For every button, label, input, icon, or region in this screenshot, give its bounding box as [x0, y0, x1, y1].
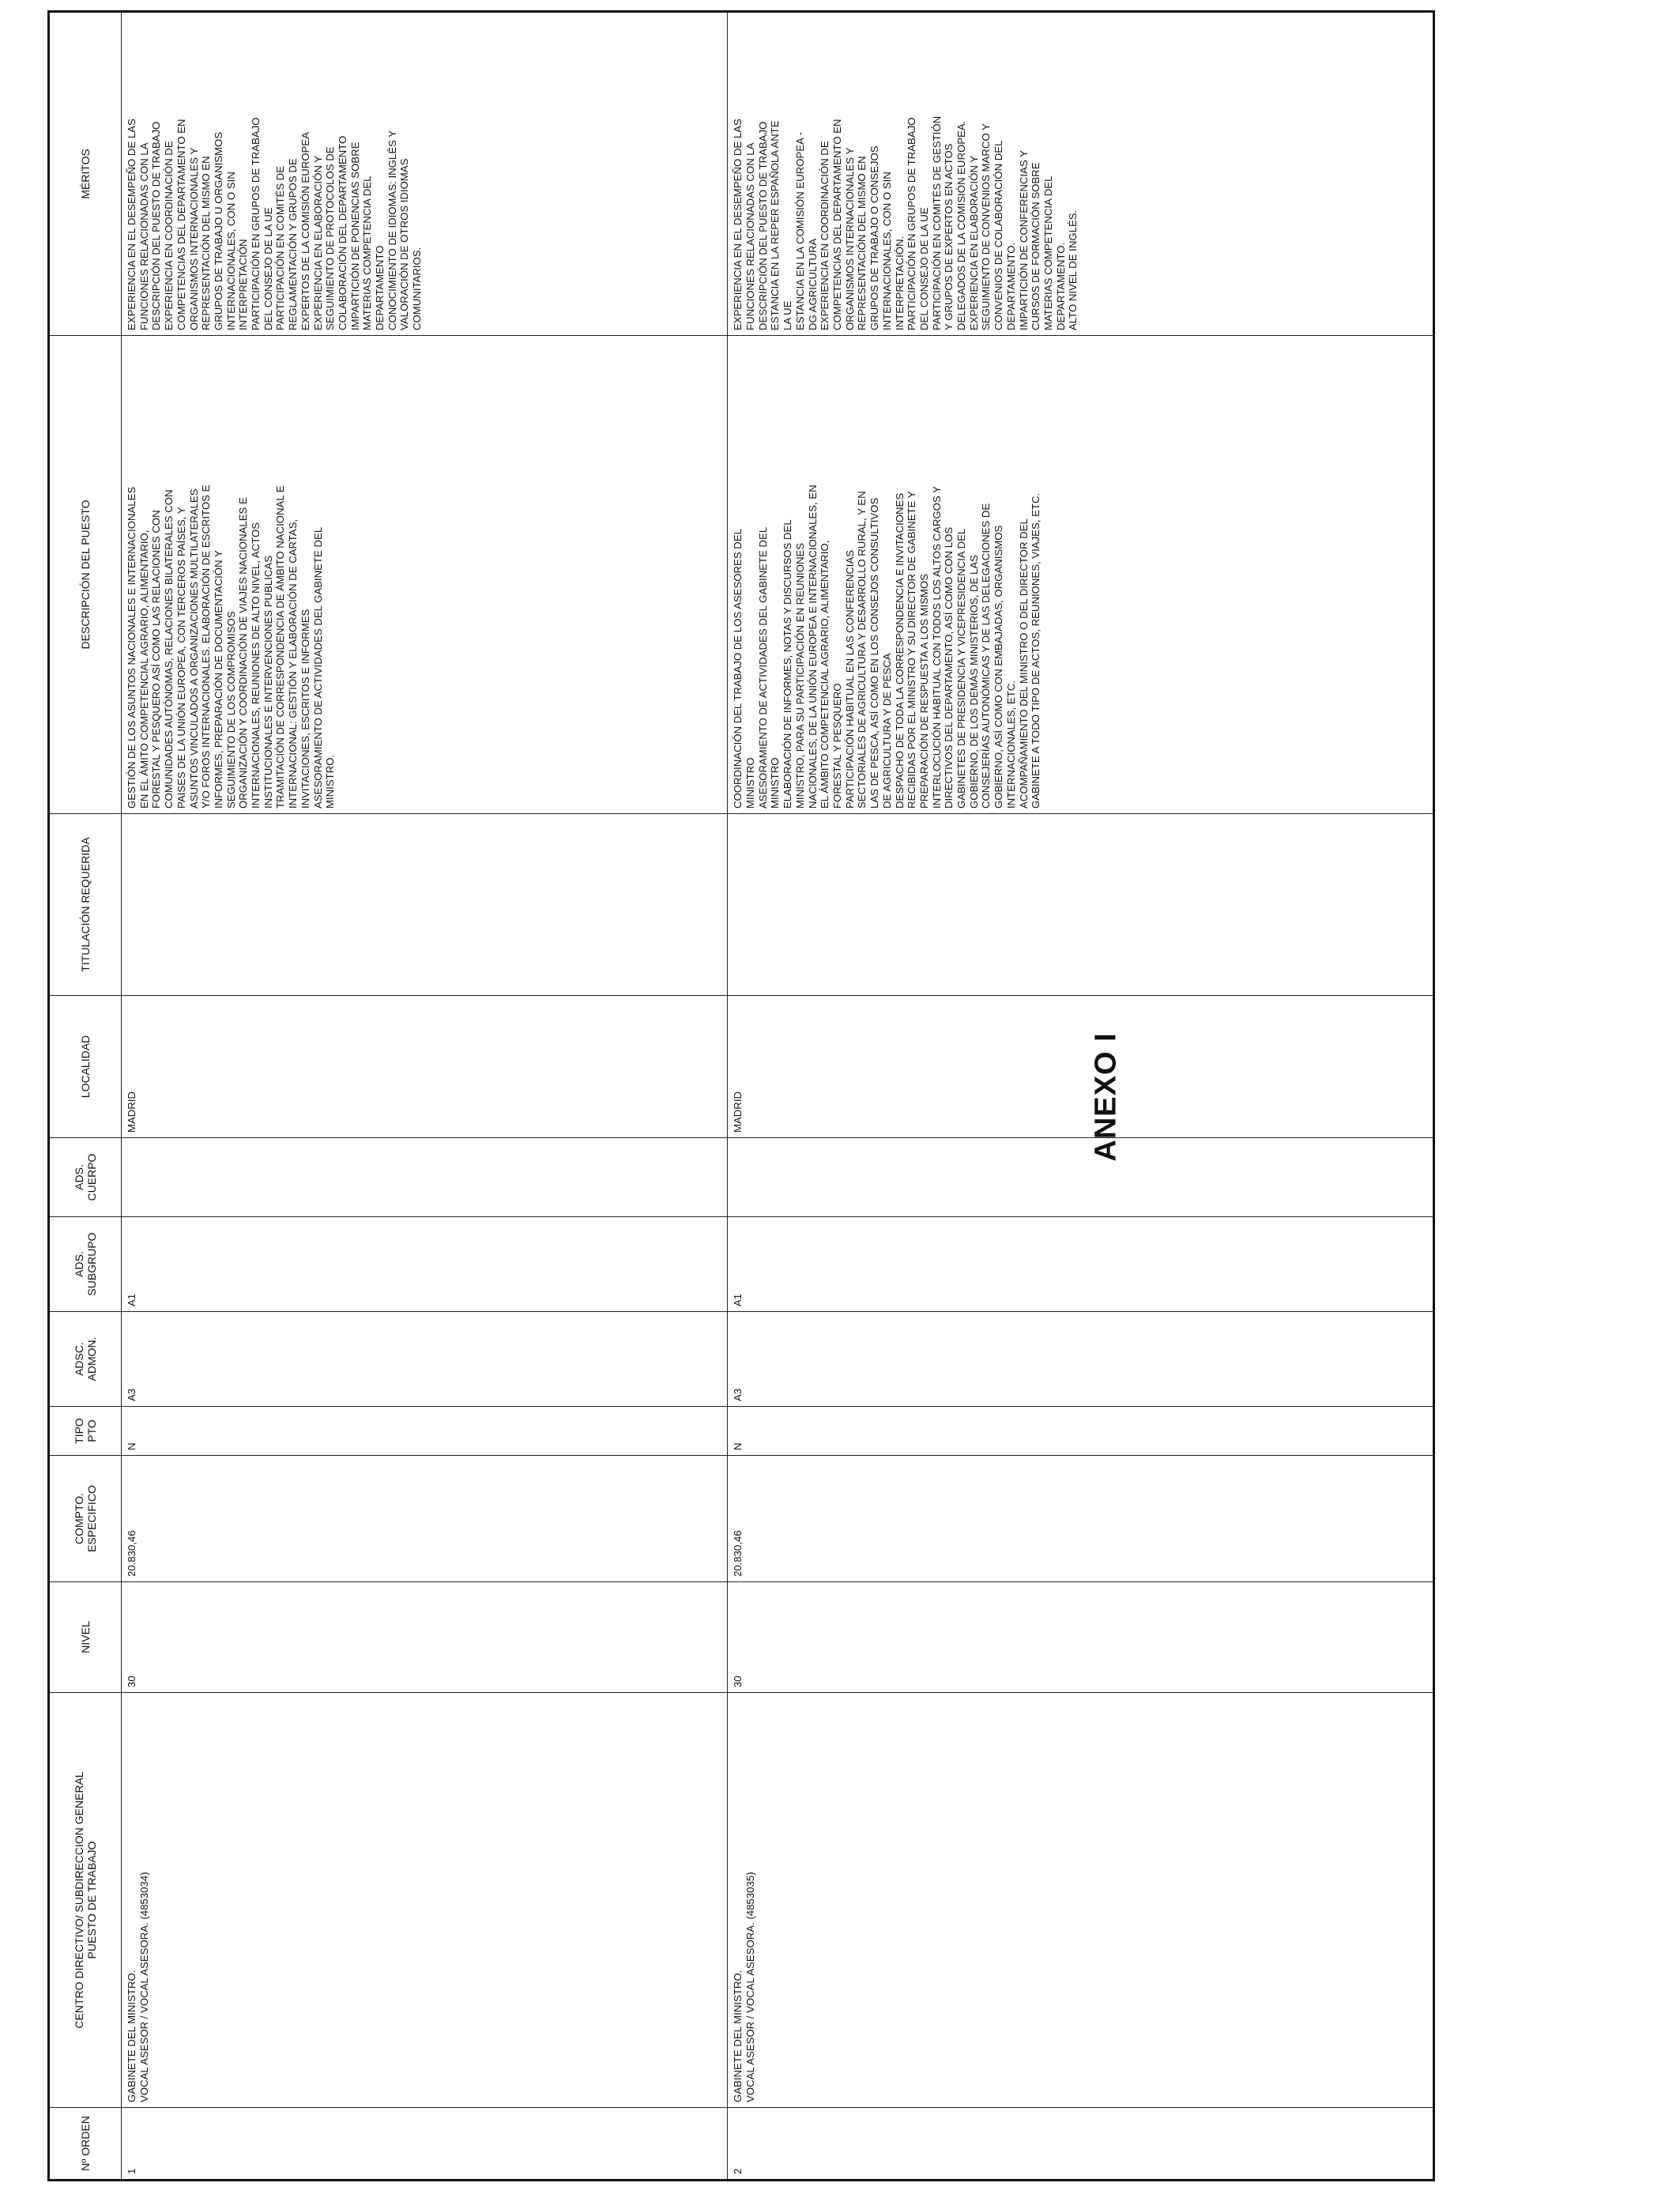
header-adsc-admon: ADSC. ADMON. — [49, 1312, 122, 1407]
rotated-table-container — [47, 13, 1435, 2181]
cell-tipo: N — [728, 1407, 1434, 1456]
cell-meritos: EXPERIENCIA EN EL DESEMPEÑO DE LAS FUNCIONES RELACIONADAS CON LA DESCRIPCIÓN DEL PUESTO DE TRABAJO ESTANCIA EN LA REPER ESPAÑOLA ANTE LA UE ESTANCIA EN LA COMISIÓN EUROPEA - DG AGRICULTURA EXPERIENCIA EN COORDINACIÓN DE COMPETENCIAS DEL DEPARTAMENTO EN ORGANISMOS INTERNACIONALES Y REPRESENTACIÓN DEL MISMO EN GRUPOS DE TRABAJO O CONSEJOS INTERNACIONALES, CON O SIN INTERPRETACIÓN. PARTICIPACIÓN EN GRUPOS DE TRABAJO DEL CONSEJO DE LA UE PARTICIPACIÓN EN COMITÉS DE GESTIÓN Y GRUPOS DE EXPERTOS EN ACTOS DELEGADOS DE LA COMISIÓN EUROPEA. EXPERIENCIA EN ELABORACIÓN Y SEGUIMIENTO DE CONVENIOS MARCO Y CONVENIOS DE COLABORACIÓN DEL DEPARTAMENTO. IMPARTICIÓN DE CONFERENCIAS Y CURSOS DE FORMACIÓN SOBRE MATERIAS COMPETENCIA DEL DEPARTAMENTO. ALTO NIVEL DE INGLÉS. — [728, 12, 1434, 336]
header-row — [49, 12, 122, 2181]
cell-descripcion: GESTIÓN DE LOS ASUNTOS NACIONALES E INTERNACIONALES EN EL ÁMITO COMPETENCIAL AGRARIO, ALIMENTARIO, FORESTAL Y PESQUERO ASÍ COMO LAS RELACIONES CON COMUNIDADES AUTÓNOMAS, RELACIONES BILATERALES CON PAISES DE LA UNIÓN EUROPEA, CON TERCEROS PAÍSES, Y ASUNTOS VINCULADOS A ORGANIZACIONES MULTILATERALES Y/O FOROS INTERNACIONALES. ELABORACIÓN DE ESCRITOS E INFORMES, PREPARACIÓN DE DOCUMENTACIÓN Y SEGUIMIENTO DE LOS COMPROMISOS ORGANIZACIÓN Y COORDINACIÓN DE VIAJES NACIONALES E INTERNACIONALES, REUNIONES DE ALTO NIVEL, ACTOS INSTITUCIONALES E INTERVENCIONES PUBLICAS TRAMITACIÓN DE CORRESPONDENCIA DE ÁMBITO NACIONAL E INTERNACIONAL: GESTIÓN Y ELABORACIÓN DE CARTAS, INVITACIONES, ESCRITOS E INFORMES ASESORAMIENTO DE ACTIVIDADES DEL GABINETE DEL MINISTRO. — [122, 336, 728, 814]
header-localidad: LOCALIDAD — [49, 996, 122, 1138]
header-nivel: NIVEL — [49, 1582, 122, 1693]
header-ads-subgrupo: ADS. SUBGRUPO — [49, 1217, 122, 1312]
cell-centro: GABINETE DEL MINISTRO. VOCAL ASESOR / VOCAL ASESORA. (4853035) — [728, 1693, 1434, 2108]
cell-nivel: 30 — [122, 1582, 728, 1693]
cell-orden: 1 — [122, 2108, 728, 2181]
cell-adsc-admon: A3 — [728, 1312, 1434, 1407]
anexo-table — [47, 10, 1435, 2181]
cell-compto: 20.830,46 — [122, 1456, 728, 1582]
cell-meritos: EXPERIENCIA EN EL DESEMPEÑO DE LAS FUNCIONES RELACIONADAS CON LA DESCRIPCIÓN DEL PUESTO DE TRABAJO EXPERIENCIA EN COORDINACIÓN DE COMPETENCIAS DEL DEPARTAMENTO EN ORGANISMOS INTERNACIONALES Y REPRESENTACIÓN DEL MISMO EN GRUPOS DE TRABAJO U ORGANISMOS INTERNACIONALES, CON O SIN INTERPRETACIÓN PARTICIPACIÓN EN GRUPOS DE TRABAJO DEL CONSEJO DE LA UE PARTICIPACIÓN EN COMITÉS DE REGLAMENTACIÓN Y GRUPOS DE EXPERTOS DE LA COMISIÓN EUROPEA EXPERIENCIA EN ELABORACIÓN Y SEGUIMIENTO DE PROTOCOLOS DE COLABORACIÓN DEL DEPARTAMENTO IMPARTICIÓN DE PONENCIAS SOBRE MATERIAS COMPETENCIA DEL DEPARTAMENTO CONOCIMIENTO DE IDIOMAS: INGLÉS Y VALORACIÓN DE OTROS IDIOMAS COMUNITARIOS. — [122, 12, 728, 336]
document-title: ANEXO I — [1089, 1032, 1123, 1162]
header-orden: Nº ORDEN — [49, 2108, 122, 2181]
cell-ads-cuerpo — [122, 1138, 728, 1217]
header-titulacion: TITULACIÓN REQUERIDA — [49, 814, 122, 996]
cell-adsc-admon: A3 — [122, 1312, 728, 1407]
cell-tipo: N — [122, 1407, 728, 1456]
header-centro: CENTRO DIRECTIVO/ SUBDIRECCION GENERAL PUESTO DE TRABAJO — [49, 1693, 122, 2108]
cell-compto: 20.830,46 — [728, 1456, 1434, 1582]
cell-titulacion — [122, 814, 728, 996]
cell-nivel: 30 — [728, 1582, 1434, 1693]
header-tipo: TIPO PTO — [49, 1407, 122, 1456]
header-meritos: MÉRITOS — [49, 12, 122, 336]
cell-ads-subgrupo: A1 — [728, 1217, 1434, 1312]
cell-localidad: MADRID — [122, 996, 728, 1138]
table-row — [122, 12, 728, 2181]
header-descripcion: DESCRIPCIÓN DEL PUESTO — [49, 336, 122, 814]
cell-titulacion — [728, 814, 1434, 996]
cell-localidad: MADRID — [728, 996, 1434, 1138]
cell-descripcion: COORDINACIÓN DEL TRABAJO DE LOS ASESORES DEL MINISTRO ASESORAMIENTO DE ACTIVIDADES DEL GABINETE DEL MINISTRO ELABORACIÓN DE INFORMES, NOTAS Y DISCURSOS DEL MINISTRO, PARA SU PARTICIPACIÓN EN REUNIONES NACIONALES, DE LA UNIÓN EUROPEA E INTERNACIONALES, EN EL ÁMBITO COMPETENCIAL AGRARIO, ALIMENTARIO, FORESTAL Y PESQUERO PARTICIPACIÓN HABITUAL EN LAS CONFERENCIAS SECTORIALES DE AGRICULTURA Y DESARROLLO RURAL, Y EN LAS DE PESCA, ASÍ COMO EN LOS CONSEJOS CONSULTIVOS DE AGRICULTURA Y DE PESCA DESPACHO DE TODA LA CORRESPONDENCIA E INVITACIONES RECIBIDAS POR EL MINISTRO Y SU DIRECTOR DE GABINETE Y PREPARACIÓN DE RESPUESTA A LOS MISMOS INTERLOCUCIÓN HABITUAL CON TODOS LOS ALTOS CARGOS Y DIRECTIVOS DEL DEPARTAMENTO, ASÍ COMO CON LOS GABINETES DE PRESIDENCIA Y VICEPRESIDENCIA DEL GOBIERNO, DE LOS DEMÁS MINISTERIOS, DE LAS CONSEJERÍAS AUTONÓMICAS Y DE LAS DELEGACIONES DE GOBIERNO, ASÍ COMO CON EMBAJADAS, ORGANISMOS INTERNACIONALES, ETC. ACOMPAÑAMIENTO DEL MINISTRO O DEL DIRECTOR DEL GABINETE A TODO TIPO DE ACTOS, REUNIONES, VIAJES, ETC. — [728, 336, 1434, 814]
header-compto: COMPTO. ESPECIFICO — [49, 1456, 122, 1582]
cell-centro: GABINETE DEL MINISTRO. VOCAL ASESOR / VOCAL ASESORA. (4853034) — [122, 1693, 728, 2108]
cell-orden: 2 — [728, 2108, 1434, 2181]
table-row — [728, 12, 1434, 2181]
cell-ads-cuerpo — [728, 1138, 1434, 1217]
cell-ads-subgrupo: A1 — [122, 1217, 728, 1312]
header-ads-cuerpo: ADS. CUERPO — [49, 1138, 122, 1217]
